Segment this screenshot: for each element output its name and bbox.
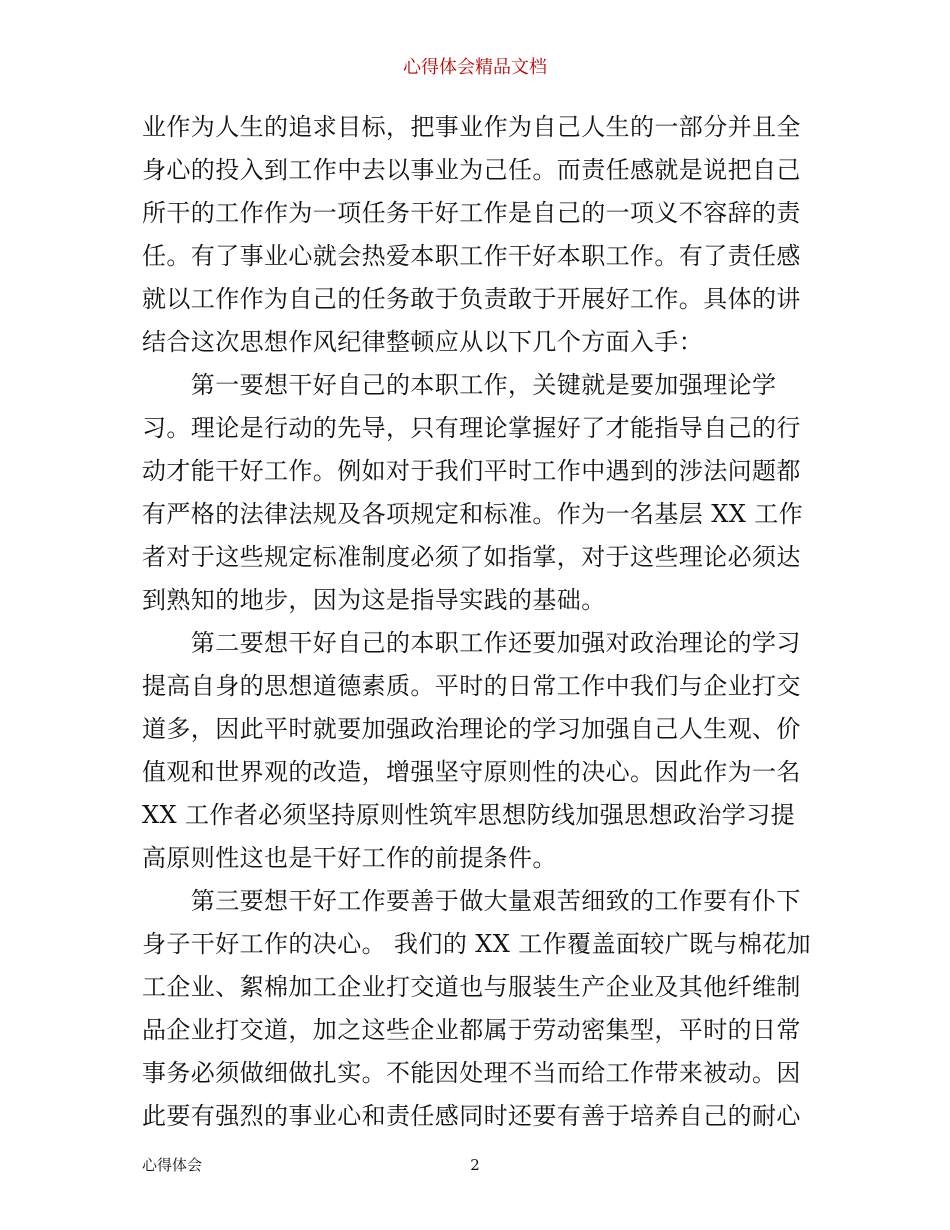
body-line: 高原则性这也是干好工作的前提条件。 [142, 844, 557, 872]
body-line: 结合这次思想作风纪律整顿应从以下几个方面入手： [142, 328, 704, 356]
body-line: 第三要想干好工作要善于做大量艰苦细致的工作要有仆下 [142, 887, 801, 915]
body-line: 事务必须做细做扎实。不能因处理不当而给工作带来被动。因 [142, 1059, 801, 1087]
body-line: 值观和世界观的改造，增强坚守原则性的决心。因此作为一名 [142, 758, 801, 786]
document-body [142, 106, 814, 1138]
body-line: XX 工作者必须坚持原则性筑牢思想防线加强思想政治学习提 [142, 801, 795, 829]
page-header-title: 心得体会精品文档 [403, 57, 547, 78]
body-line: 动才能干好工作。例如对于我们平时工作中遇到的涉法问题都 [142, 457, 801, 485]
body-line: 有严格的法律法规及各项规定和标准。作为一名基层 XX 工作 [142, 500, 804, 528]
body-line: 到熟知的地步，因为这是指导实践的基础。 [142, 586, 606, 614]
body-line: 身心的投入到工作中去以事业为己任。而责任感就是说把自己 [142, 156, 801, 184]
body-line: 提高自身的思想道德素质。平时的日常工作中我们与企业打交 [142, 672, 801, 700]
body-line: 身子干好工作的决心。 我们的 XX 工作覆盖面较广既与棉花加 [142, 930, 812, 958]
body-line: 第一要想干好自己的本职工作，关键就是要加强理论学 [142, 371, 777, 399]
body-line: 就以工作作为自己的任务敢于负责敢于开展好工作。具体的讲 [142, 285, 801, 313]
body-line: 者对于这些规定标准制度必须了如指掌，对于这些理论必须达 [142, 543, 801, 571]
body-line: 工企业、絮棉加工企业打交道也与服装生产企业及其他纤维制 [142, 973, 801, 1001]
footer-label: 心得体会 [142, 1156, 203, 1174]
body-line: 第二要想干好自己的本职工作还要加强对政治理论的学习 [142, 629, 801, 657]
body-line: 任。有了事业心就会热爱本职工作干好本职工作。有了责任感 [142, 242, 801, 270]
body-line: 习。理论是行动的先导，只有理论掌握好了才能指导自己的行 [142, 414, 801, 442]
body-line: 道多，因此平时就要加强政治理论的学习加强自己人生观、价 [142, 715, 801, 743]
body-line: 业作为人生的追求目标，把事业作为自己人生的一部分并且全 [142, 113, 801, 141]
body-line: 此要有强烈的事业心和责任感同时还要有善于培养自己的耐心 [142, 1102, 801, 1130]
body-line: 品企业打交道，加之这些企业都属于劳动密集型，平时的日常 [142, 1016, 801, 1044]
body-line: 所干的工作作为一项任务干好工作是自己的一项义不容辞的责 [142, 199, 801, 227]
page-number: 2 [470, 1156, 480, 1174]
